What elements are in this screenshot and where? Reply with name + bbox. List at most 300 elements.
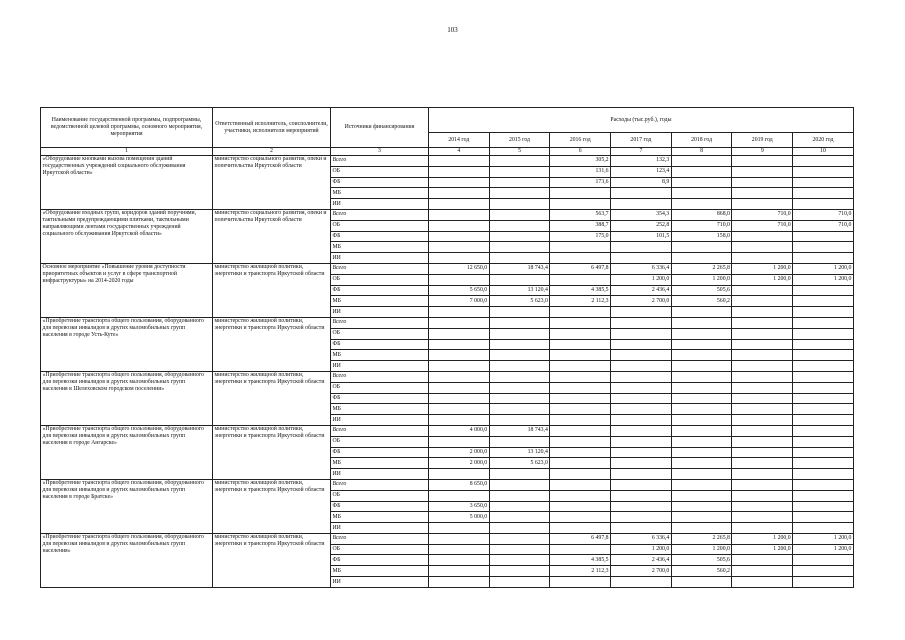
responsible-executor: министерство социального развития, опеки и попечительства Иркутской области <box>213 209 331 263</box>
expense-value <box>429 317 490 328</box>
expense-value <box>611 188 672 199</box>
expense-value <box>429 361 490 372</box>
responsible-executor: министерство жилищной политики, энергетики и транспорта Иркутской области <box>213 533 331 587</box>
responsible-executor: министерство жилищной политики, энергетики и транспорта Иркутской области <box>213 425 331 479</box>
column-number: 6 <box>550 148 611 156</box>
funding-source: ОБ <box>331 436 429 447</box>
expense-value: 388,7 <box>550 220 611 231</box>
expense-value <box>489 209 550 220</box>
expense-value <box>489 177 550 188</box>
expense-value <box>489 339 550 350</box>
expense-value <box>611 361 672 372</box>
funding-source: ОБ <box>331 274 429 285</box>
expense-value <box>732 490 793 501</box>
expense-value <box>793 296 854 307</box>
expense-value <box>611 393 672 404</box>
funding-source: Всего <box>331 533 429 544</box>
expense-value <box>550 317 611 328</box>
expense-value: 354,3 <box>611 209 672 220</box>
expense-value <box>550 501 611 512</box>
expense-value <box>611 490 672 501</box>
funding-source: ОБ <box>331 166 429 177</box>
header-name: Наименование государственной программы, подпрограммы, ведомственной целевой программы, основного мероприятия, мероприятия <box>41 108 213 148</box>
funding-source: ОБ <box>331 544 429 555</box>
activity-description: «Приобретение транспорта общего пользования, оборудованного для перевозки инвалидов и других маломобильных групп населения в городе Усть-Куте» <box>41 317 213 371</box>
table-row <box>41 263 854 274</box>
table-row <box>41 425 854 436</box>
expense-value: 3 650,0 <box>429 501 490 512</box>
expense-value <box>732 436 793 447</box>
header-year: 2016 год <box>550 133 611 148</box>
expense-value <box>793 188 854 199</box>
expense-value <box>793 404 854 415</box>
expense-value: 8,9 <box>611 177 672 188</box>
expense-value <box>550 274 611 285</box>
expense-value <box>489 328 550 339</box>
expense-value <box>671 328 732 339</box>
funding-source: ИИ <box>331 307 429 318</box>
expense-value <box>732 512 793 523</box>
funding-source: ФБ <box>331 177 429 188</box>
expense-value: 2 265,8 <box>671 533 732 544</box>
expense-value <box>671 317 732 328</box>
expense-value <box>429 523 490 534</box>
expense-value <box>550 425 611 436</box>
funding-source: ИИ <box>331 469 429 480</box>
column-number: 4 <box>429 148 490 156</box>
expense-value: 710,0 <box>793 209 854 220</box>
expense-value <box>732 177 793 188</box>
column-number: 9 <box>732 148 793 156</box>
expense-value <box>671 188 732 199</box>
column-number: 8 <box>671 148 732 156</box>
expense-value <box>550 523 611 534</box>
expense-value <box>429 242 490 253</box>
expense-value: 18 743,4 <box>489 263 550 274</box>
expense-value: 5 623,0 <box>489 458 550 469</box>
expense-value <box>429 166 490 177</box>
header-year: 2019 год <box>732 133 793 148</box>
expense-value: 5 000,0 <box>429 512 490 523</box>
expense-value <box>671 166 732 177</box>
expense-value <box>732 361 793 372</box>
expense-value: 7 000,0 <box>429 296 490 307</box>
expense-value <box>489 166 550 177</box>
expense-value: 710,0 <box>732 220 793 231</box>
column-number: 10 <box>793 148 854 156</box>
responsible-executor: министерство жилищной политики, энергетики и транспорта Иркутской области <box>213 263 331 317</box>
expense-value <box>671 339 732 350</box>
expense-value: 12 650,0 <box>429 263 490 274</box>
expense-value <box>550 199 611 210</box>
expense-value <box>611 199 672 210</box>
expense-value: 1 200,0 <box>793 533 854 544</box>
expense-value <box>489 361 550 372</box>
expense-value <box>489 544 550 555</box>
expense-value <box>550 447 611 458</box>
expense-value <box>550 469 611 480</box>
expense-value: 6 497,8 <box>550 533 611 544</box>
expense-value <box>489 533 550 544</box>
activity-description: «Приобретение транспорта общего пользования, оборудованного для перевозки инвалидов и других маломобильных групп населения в Шелеховском городском поселении» <box>41 371 213 425</box>
expense-value <box>429 177 490 188</box>
funding-source: ИИ <box>331 415 429 426</box>
expense-value: 2 000,0 <box>429 458 490 469</box>
expense-value <box>429 436 490 447</box>
expense-value <box>429 404 490 415</box>
header-year: 2020 год <box>793 133 854 148</box>
expense-value <box>793 458 854 469</box>
expense-value <box>671 458 732 469</box>
expense-value <box>489 501 550 512</box>
expense-value <box>671 479 732 490</box>
expense-value <box>732 415 793 426</box>
page-number: 103 <box>447 26 458 34</box>
expense-value <box>611 350 672 361</box>
expense-value <box>793 425 854 436</box>
expense-value <box>611 479 672 490</box>
expense-value: 560,2 <box>671 566 732 577</box>
expense-value <box>550 242 611 253</box>
activity-description: «Приобретение транспорта общего пользования, оборудованного для перевозки инвалидов и других маломобильных групп населения в городе Братске» <box>41 479 213 533</box>
expense-value <box>429 209 490 220</box>
funding-source: Всего <box>331 209 429 220</box>
expense-value <box>550 479 611 490</box>
table-row <box>41 317 854 328</box>
expense-value: 505,6 <box>671 285 732 296</box>
expense-value <box>611 458 672 469</box>
expense-value <box>732 501 793 512</box>
expense-value: 4 385,5 <box>550 555 611 566</box>
expense-value <box>611 404 672 415</box>
expense-value <box>489 566 550 577</box>
header-expenses: Расходы (тыс.руб.), годы <box>429 108 854 133</box>
expense-value <box>793 231 854 242</box>
funding-source: Всего <box>331 371 429 382</box>
expense-value <box>611 501 672 512</box>
expense-value <box>429 253 490 264</box>
expense-value <box>732 307 793 318</box>
expense-value: 1 200,0 <box>732 263 793 274</box>
expense-value <box>489 479 550 490</box>
expense-value <box>429 555 490 566</box>
expense-value <box>489 512 550 523</box>
expense-value <box>793 512 854 523</box>
expense-value <box>489 415 550 426</box>
expense-value <box>611 425 672 436</box>
expense-value <box>732 458 793 469</box>
expense-value: 1 200,0 <box>793 544 854 555</box>
expense-value <box>429 199 490 210</box>
expense-value <box>732 242 793 253</box>
expense-value <box>671 425 732 436</box>
expense-value <box>489 307 550 318</box>
table-row <box>41 209 854 220</box>
expense-value <box>732 371 793 382</box>
expense-value <box>550 307 611 318</box>
expense-value <box>671 361 732 372</box>
expense-value <box>429 490 490 501</box>
expense-value <box>611 317 672 328</box>
funding-source: ИИ <box>331 361 429 372</box>
expense-value <box>793 382 854 393</box>
expense-value <box>732 188 793 199</box>
expense-value <box>611 436 672 447</box>
expense-value <box>793 307 854 318</box>
expense-value: 2 000,0 <box>429 447 490 458</box>
expense-value <box>793 156 854 167</box>
expense-value <box>611 253 672 264</box>
expense-value: 560,2 <box>671 296 732 307</box>
funding-source: МБ <box>331 350 429 361</box>
expense-value <box>671 307 732 318</box>
expense-value: 4 000,0 <box>429 425 490 436</box>
expense-value <box>489 156 550 167</box>
funding-source: ИИ <box>331 199 429 210</box>
expense-value <box>611 523 672 534</box>
expense-value <box>732 425 793 436</box>
funding-source: ОБ <box>331 382 429 393</box>
expense-value: 1 200,0 <box>671 544 732 555</box>
expense-value <box>489 274 550 285</box>
expense-value <box>429 566 490 577</box>
header-year: 2017 год <box>611 133 672 148</box>
expense-value <box>489 393 550 404</box>
funding-source: ИИ <box>331 253 429 264</box>
header-source: Источники финансирования <box>331 108 429 148</box>
funding-source: Всего <box>331 425 429 436</box>
funding-source: МБ <box>331 296 429 307</box>
expense-value <box>793 317 854 328</box>
expense-value <box>671 415 732 426</box>
expense-value <box>429 371 490 382</box>
funding-source: ИИ <box>331 523 429 534</box>
expense-value <box>793 555 854 566</box>
expense-value: 2 112,3 <box>550 296 611 307</box>
expense-value: 1 200,0 <box>732 274 793 285</box>
budget-table <box>40 107 854 588</box>
expense-value: 1 200,0 <box>611 274 672 285</box>
expense-value <box>793 166 854 177</box>
expense-value <box>489 188 550 199</box>
header-year: 2018 год <box>671 133 732 148</box>
expense-value: 132,3 <box>611 156 672 167</box>
expense-value <box>671 199 732 210</box>
table-row <box>41 479 854 490</box>
expense-value <box>732 339 793 350</box>
expense-value: 6 497,8 <box>550 263 611 274</box>
funding-source: ФБ <box>331 393 429 404</box>
expense-value <box>429 415 490 426</box>
expense-value <box>611 469 672 480</box>
expense-value: 2 112,3 <box>550 566 611 577</box>
funding-source: МБ <box>331 566 429 577</box>
expense-value <box>793 479 854 490</box>
funding-source: Всего <box>331 317 429 328</box>
expense-value <box>671 393 732 404</box>
expense-value <box>489 253 550 264</box>
activity-description: «Оборудование входных групп, коридоров зданий поручнями, тактильными предупреждающими плитками, тактильными направляющими лентами государственных учреждений социального обслуживания Иркутской области» <box>41 209 213 263</box>
expense-value <box>793 501 854 512</box>
header-year: 2014 год <box>429 133 490 148</box>
activity-description: «Приобретение транспорта общего пользования, оборудованного для перевозки инвалидов и других маломобильных групп населения» <box>41 533 213 587</box>
expense-value: 1 200,0 <box>732 544 793 555</box>
expense-value <box>732 317 793 328</box>
expense-value <box>550 512 611 523</box>
expense-value <box>489 371 550 382</box>
activity-description: «Оборудование кнопками вызова помещения зданий государственных учреждений социального обслуживания Иркутской области» <box>41 156 213 210</box>
expense-value <box>429 328 490 339</box>
expense-value <box>671 577 732 588</box>
expense-value <box>550 415 611 426</box>
expense-value <box>489 436 550 447</box>
expense-value <box>793 328 854 339</box>
expense-value: 101,5 <box>611 231 672 242</box>
responsible-executor: министерство жилищной политики, энергетики и транспорта Иркутской области <box>213 371 331 425</box>
funding-source: МБ <box>331 512 429 523</box>
expense-value <box>550 577 611 588</box>
expense-value <box>489 555 550 566</box>
expense-value <box>671 242 732 253</box>
funding-source: Всего <box>331 479 429 490</box>
expense-value <box>793 371 854 382</box>
activity-description: «Приобретение транспорта общего пользования, оборудованного для перевозки инвалидов и других маломобильных групп населения в городе Ангарске» <box>41 425 213 479</box>
expense-value <box>732 199 793 210</box>
expense-value <box>489 382 550 393</box>
expense-value <box>793 350 854 361</box>
expense-value <box>429 274 490 285</box>
expense-value <box>732 469 793 480</box>
expense-value <box>732 447 793 458</box>
expense-value <box>550 382 611 393</box>
expense-value: 505,6 <box>671 555 732 566</box>
expense-value <box>550 339 611 350</box>
expense-value: 13 120,4 <box>489 285 550 296</box>
expense-value <box>732 393 793 404</box>
expense-value <box>489 523 550 534</box>
expense-value <box>793 447 854 458</box>
expense-value: 6 336,4 <box>611 263 672 274</box>
expense-value <box>611 328 672 339</box>
expense-value <box>489 199 550 210</box>
expense-value <box>732 231 793 242</box>
expense-value <box>550 544 611 555</box>
expense-value <box>732 479 793 490</box>
expense-value <box>793 490 854 501</box>
expense-value: 1 200,0 <box>732 533 793 544</box>
expense-value <box>429 577 490 588</box>
expense-value <box>489 220 550 231</box>
expense-value <box>429 339 490 350</box>
expense-value <box>793 436 854 447</box>
responsible-executor: министерство социального развития, опеки и попечительства Иркутской области <box>213 156 331 210</box>
expense-value: 2 700,0 <box>611 296 672 307</box>
activity-description: Основное мероприятие «Повышение уровня доступности приоритетных объектов и услуг в сфере транспортной инфраструктуры» на 2014-2020 годы <box>41 263 213 317</box>
expense-value: 1 200,0 <box>671 274 732 285</box>
expense-value <box>671 371 732 382</box>
expense-value: 5 650,0 <box>429 285 490 296</box>
expense-value <box>550 253 611 264</box>
expense-value <box>732 328 793 339</box>
expense-value: 6 336,4 <box>611 533 672 544</box>
expense-value <box>732 404 793 415</box>
expense-value: 1 200,0 <box>793 263 854 274</box>
funding-source: ФБ <box>331 501 429 512</box>
expense-value <box>550 393 611 404</box>
expense-value <box>611 447 672 458</box>
expense-value <box>793 361 854 372</box>
column-number: 2 <box>213 148 331 156</box>
expense-value <box>429 469 490 480</box>
expense-value <box>550 361 611 372</box>
funding-source: МБ <box>331 458 429 469</box>
expense-value <box>489 242 550 253</box>
expense-value <box>611 339 672 350</box>
expense-value <box>671 156 732 167</box>
expense-value <box>793 469 854 480</box>
expense-value: 123,4 <box>611 166 672 177</box>
funding-source: ОБ <box>331 220 429 231</box>
expense-value <box>671 253 732 264</box>
expense-value <box>611 577 672 588</box>
expense-value <box>793 577 854 588</box>
expense-value <box>489 577 550 588</box>
expense-value <box>793 566 854 577</box>
expense-value: 8 650,0 <box>429 479 490 490</box>
funding-source: ИИ <box>331 577 429 588</box>
expense-value <box>793 199 854 210</box>
expense-value <box>611 415 672 426</box>
expense-value <box>429 393 490 404</box>
expense-value: 1 200,0 <box>611 544 672 555</box>
header-year: 2015 год <box>489 133 550 148</box>
expense-value <box>671 523 732 534</box>
table-row <box>41 371 854 382</box>
expense-value: 4 385,5 <box>550 285 611 296</box>
expense-value: 131,6 <box>550 166 611 177</box>
expense-value: 710,0 <box>793 220 854 231</box>
funding-source: ОБ <box>331 328 429 339</box>
expense-value <box>489 317 550 328</box>
expense-value <box>550 490 611 501</box>
funding-source: ФБ <box>331 231 429 242</box>
expense-value <box>611 371 672 382</box>
column-number: 7 <box>611 148 672 156</box>
expense-value <box>611 307 672 318</box>
expense-value <box>793 285 854 296</box>
expense-value: 175,0 <box>550 231 611 242</box>
expense-value <box>793 523 854 534</box>
expense-value: 158,0 <box>671 231 732 242</box>
expense-value <box>732 253 793 264</box>
expense-value <box>489 469 550 480</box>
funding-source: МБ <box>331 404 429 415</box>
expense-value: 18 743,4 <box>489 425 550 436</box>
expense-value <box>429 544 490 555</box>
table-row <box>41 156 854 167</box>
expense-value <box>671 501 732 512</box>
expense-value <box>429 533 490 544</box>
funding-source: ОБ <box>331 490 429 501</box>
expense-value <box>732 350 793 361</box>
expense-value <box>550 458 611 469</box>
expense-value <box>793 415 854 426</box>
expense-value <box>732 523 793 534</box>
expense-value <box>732 296 793 307</box>
expense-value <box>732 382 793 393</box>
expense-value <box>550 404 611 415</box>
funding-source: Всего <box>331 263 429 274</box>
